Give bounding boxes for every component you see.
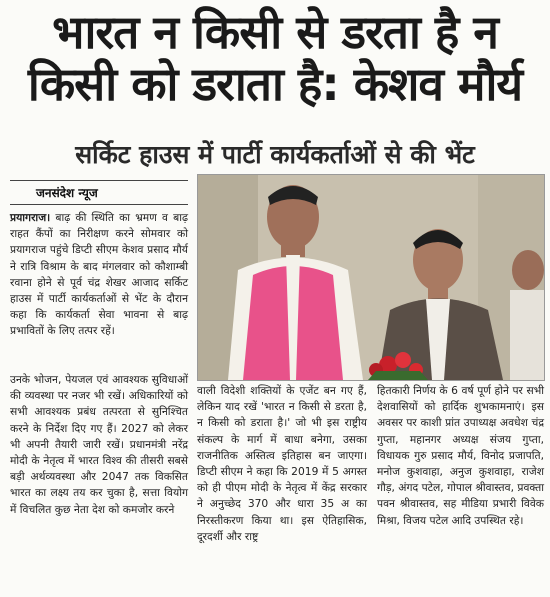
- column-3-text: हितकारी निर्णय के 6 वर्ष पूर्ण होने पर सभी देशवासियों को हार्दिक शुभकामनाएं। इस अवसर पर काशी प्रांत उपाध्यक्ष अवधेश चंद्र गुप्ता, महानगर अध्यक्ष संजय गुप्ता, विधायक गुरु प्रसाद मौर्य, विनोद प्रजापति, मनोज कुशवाहा, अनुज कुशवाहा, राजेश गौड़, अंगद पटेल, गोपाल श्रीवास्तव, प्रवक्ता पवन श्रीवास्तव, सह मीडिया प्रभारी विवेक मिश्रा, विजय पटेल आदि उपस्थित रहे।: [377, 384, 544, 527]
- photo-illustration: [198, 175, 544, 380]
- article-column-1-lower: [10, 372, 188, 518]
- headline-line-2: किसी को डराता है: केशव मौर्य: [27, 57, 523, 111]
- column-2-text: वाली विदेशी शक्तियों के एजेंट बन गए हैं, लेकिन याद रखें 'भारत न किसी से डरता है, न किसी को डराता है।' जो भी इस राष्ट्रीय संकल्प के मार्ग में बाधा बनेगा, उसका राजनीतिक अस्तित्व इतिहास बन जाएगा। डिप्टी सीएम ने कहा कि 2019 में 5 अगस्त को ही पीएम मोदी के नेतृत्व में केंद्र सरकार ने अनुच्छेद 370 और धारा 35 अ का निरस्तीकरण किया था। इस ऐतिहासिक, दूरदर्शी और राष्ट्र: [197, 384, 367, 543]
- article-column-1: [10, 210, 188, 340]
- column-1-top-text: बाढ़ की स्थिति का भ्रमण व बाढ़ राहत कैंपों का निरीक्षण करने सोमवार को प्रयागराज पहुंचे डिप्टी सीएम केशव प्रसाद मौर्य ने रात्रि विश्राम के बाद मंगलवार को कौशाम्बी रवाना होने से पूर्व चंद्र शेखर आजाद सर्किट हाउस में पार्टी कार्यकर्ताओं से भेंट के दौरान कहा कि कार्यकर्ता सेवा भावना से बाढ़ प्रभावितों के लिए तत्पर रहें।: [10, 211, 188, 338]
- column-1-bottom-text: उनके भोजन, पेयजल एवं आवश्यक सुविधाओं की व्यवस्था पर नजर भी रखें। अधिकारियों को सभी आवश्यक प्रबंध तत्परता से सुनिश्चित करने के निर्देश दिए गए हैं। 2027 को लेकर भी अपनी तैयारी जारी रखें। प्रधानमंत्री नरेंद्र मोदी के नेतृत्व में भारत विश्व की तीसरी सबसे बड़ी अर्थव्यवस्था और 2047 तक विकसित भारत का लक्ष्य तय कर चुका है, सत्ता वियोग में विचलित कुछ नेता देश को कमजोर करने: [10, 373, 188, 516]
- headline-line-1: भारत न किसी से डरता है न: [52, 5, 498, 59]
- subheadline: सर्किट हाउस में पार्टी कार्यकर्ताओं से की भेंट: [75, 140, 475, 169]
- news-photo: [197, 174, 545, 381]
- byline: जनसंदेश न्यूज: [10, 180, 188, 205]
- article-column-2: [197, 383, 367, 545]
- article-column-3: [377, 383, 544, 529]
- dateline: प्रयागराज।: [10, 211, 51, 224]
